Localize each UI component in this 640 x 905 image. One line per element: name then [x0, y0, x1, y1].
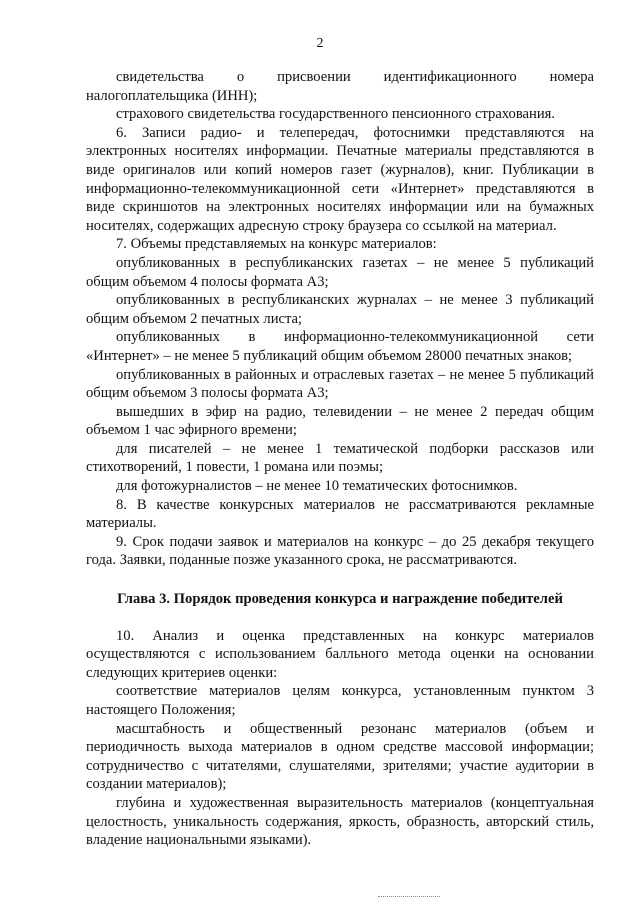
- paragraph-republican-newspapers: опубликованных в республиканских газетах – не менее 5 публикаций общим объемом 4 полосы формата А3;: [86, 254, 594, 290]
- paragraph-inn: свидетельства о присвоении идентификационного номера налогоплательщика (ИНН);: [86, 69, 594, 104]
- document-body: [86, 68, 594, 850]
- paragraph-item-8: 8. В качестве конкурсных материалов не рассматриваются рекламные материалы.: [86, 496, 594, 532]
- paragraph-republican-journals: опубликованных в республиканских журналах – не менее 3 публикаций общим объемом 2 печатных листа;: [86, 292, 594, 327]
- chapter-3-heading: Глава 3. Порядок проведения конкурса и награждение победителей: [117, 591, 563, 608]
- paragraph-internet-publications: опубликованных в информационно-телекоммуникационной сети «Интернет» – не менее 5 публикаций общим объемом 28000 печатных знаков;: [86, 329, 594, 364]
- paragraph-item-9: 9. Срок подачи заявок и материалов на конкурс – до 25 декабря текущего года. Заявки, поданные позже указанного срока, не рассматриваются.: [86, 533, 594, 569]
- page-number: 2: [316, 36, 324, 51]
- paragraph-pension-certificate: страхового свидетельства государственного пенсионного страхования.: [116, 106, 555, 123]
- paragraph-criterion-goals: соответствие материалов целям конкурса, установленным пунктом 3 настоящего Положения;: [86, 683, 594, 718]
- page-bottom-divider: [378, 896, 440, 897]
- paragraph-item-10: 10. Анализ и оценка представленных на конкурс материалов осуществляются с использованием балльного метода оценки на основании следующих критериев оценки:: [86, 627, 594, 681]
- paragraph-writers: для писателей – не менее 1 тематической подборки рассказов или стихотворений, 1 повести, 1 романа или поэмы;: [86, 440, 594, 476]
- paragraph-criterion-depth: глубина и художественная выразительность материалов (концептуальная целостность, уникальность содержания, яркость, образность, авторский стиль, владение национальными языками).: [86, 794, 594, 849]
- paragraph-photojournalists: для фотожурналистов – не менее 10 тематических фотоснимков.: [116, 478, 518, 495]
- paragraph-district-newspapers: опубликованных в районных и отраслевых газетах – не менее 5 публикаций общим объемом 3 полосы формата А3;: [86, 366, 594, 402]
- paragraph-item-6: 6. Записи радио- и телепередач, фотоснимки представляются на электронных носителях информации. Печатные материалы представляются в виде оригиналов или копий номеров газет (журналов), книг. Публикации в информационно-телекоммуникационной сети «Интернет» представляются в виде скриншотов на электронных носителях информации или на бумажных носителях, содержащих адресную строку браузера со ссылкой на материал.: [86, 124, 594, 234]
- paragraph-radio-tv: вышедших в эфир на радио, телевидении – не менее 2 передач общим объемом 1 час эфирного времени;: [86, 403, 594, 439]
- paragraph-criterion-resonance: масштабность и общественный резонанс материалов (объем и периодичность выхода материалов в одном средстве массовой информации; сотрудничество с читателями, слушателями, зрителями; участие аудитории в создании материалов);: [86, 720, 594, 793]
- paragraph-item-7: 7. Объемы представляемых на конкурс материалов:: [116, 236, 437, 253]
